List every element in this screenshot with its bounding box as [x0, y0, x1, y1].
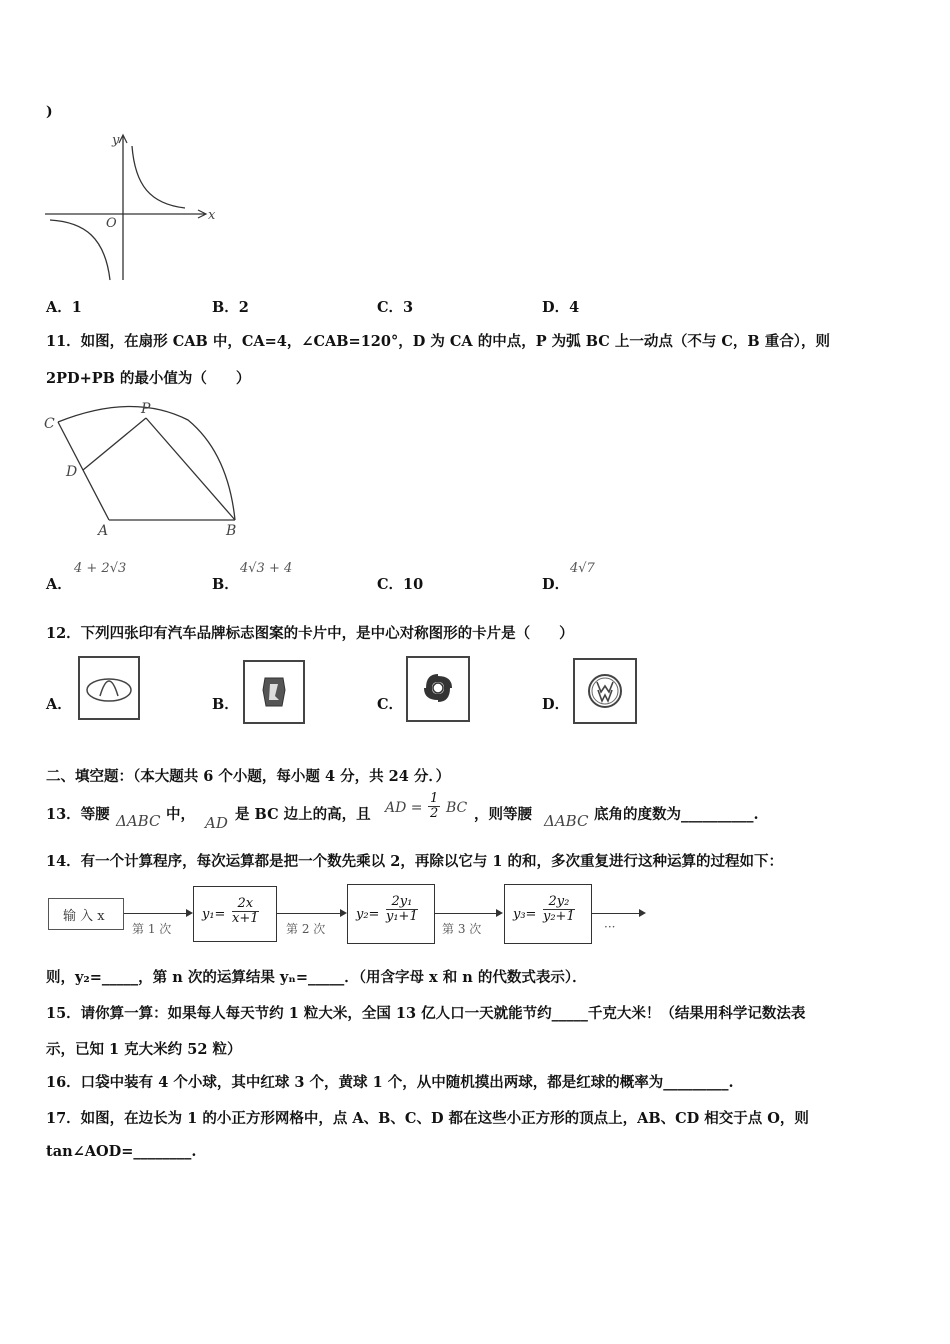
segment-pd — [83, 418, 146, 470]
q12-card-c — [406, 656, 470, 722]
flow-arrowhead-2-icon — [340, 909, 347, 917]
chery-logo-icon — [80, 658, 138, 718]
flow-box2-num: 2y₁ — [386, 895, 418, 910]
q12-card-a — [78, 656, 140, 720]
q10-option-b: B．2 — [212, 299, 249, 316]
shield-logo-icon — [245, 662, 303, 722]
flow-box1-frac — [232, 897, 259, 926]
flow-box2-den: y₁+1 — [386, 909, 418, 924]
q10-hyperbola-graph — [40, 130, 220, 285]
hyperbola-branch-third-quadrant — [50, 220, 110, 280]
q11-option-a: A． — [46, 576, 72, 593]
segment-pb — [146, 418, 235, 520]
flow-step3-label: 第 3 次 — [442, 922, 482, 936]
point-b-label: B — [226, 523, 237, 539]
point-a-label: A — [98, 523, 109, 539]
q13-text-part3: 是 BC 边上的高，且 — [235, 806, 371, 823]
flow-box3-frac — [543, 895, 575, 924]
q13-frac-den: 2 — [430, 806, 439, 821]
q14-flowchart — [46, 882, 650, 950]
point-d-label: D — [66, 464, 78, 480]
q12-text-line1: 12．下列四张印有汽车品牌标志图案的卡片中，是中心对称图形的卡片是（ ） — [46, 625, 574, 642]
flow-box3-den: y₂+1 — [543, 909, 575, 924]
arc-bc — [58, 406, 235, 520]
flow-arrow-2 — [277, 913, 343, 914]
flow-arrow-3 — [435, 913, 499, 914]
q10-option-a: A．1 — [46, 299, 82, 316]
flow-box2-frac — [386, 895, 418, 924]
q11-option-d-value: 4√7 — [570, 561, 595, 576]
q10-close-paren: ) — [46, 104, 53, 120]
flow-box3-lhs: y₃= — [513, 907, 537, 922]
flow-box1-num: 2x — [232, 897, 259, 912]
q12-option-a-letter: A． — [46, 696, 72, 713]
flow-box-3 — [504, 884, 592, 944]
flow-box3-num: 2y₂ — [543, 895, 575, 910]
q12-option-b-letter: B． — [212, 696, 239, 713]
q11-text-line1: 11．如图，在扇形 CAB 中，CA=4，∠CAB=120°，D 为 CA 的中点，P 为弧 BC 上一动点（不与 C，B 重合），则 — [46, 333, 830, 350]
q11-sector-figure — [38, 398, 248, 543]
flow-input-box — [48, 898, 124, 930]
q12-option-c-letter: C． — [377, 696, 404, 713]
flow-step2-label: 第 2 次 — [286, 922, 326, 936]
q13-text-part2: 中， — [166, 806, 195, 823]
q13-text-part5: 底角的度数为__________. — [594, 806, 759, 823]
flow-ellipsis: ··· — [604, 920, 616, 934]
q11-option-b: B． — [212, 576, 239, 593]
point-p-label: P — [141, 401, 151, 417]
q11-option-c: C．10 — [377, 576, 424, 593]
q11-option-d: D． — [542, 576, 570, 593]
hyperbola-branch-first-quadrant — [132, 146, 185, 208]
vw-logo-icon — [575, 660, 635, 722]
flow-arrow-4 — [592, 913, 642, 914]
flow-box1-den: x+1 — [232, 911, 259, 926]
q13-fraction — [428, 792, 440, 821]
q11-text-line2: 2PD+PB 的最小值为（ ） — [46, 370, 251, 387]
q13-triangle-1: ΔABC — [116, 812, 161, 830]
section2-heading: 二、填空题：（本大题共 6 个小题，每小题 4 分，共 24 分．） — [46, 768, 451, 785]
q12-option-d-letter: D． — [542, 696, 570, 713]
q13-eq-right: BC — [446, 800, 468, 816]
flow-box2-lhs: y₂= — [356, 907, 380, 922]
q17-text-line1: 17．如图，在边长为 1 的小正方形网格中，点 A、B、C、D 都在这些小正方形的顶点上，AB、CD 相交于点 O，则 — [46, 1110, 809, 1127]
flow-input-label: 输 入 x — [63, 909, 105, 924]
origin-label: O — [106, 216, 117, 231]
q15-text-line2: 示，已知 1 克大米约 52 粒） — [46, 1041, 242, 1058]
y-axis-label: y — [112, 133, 120, 148]
q12-card-d — [573, 658, 637, 724]
q13-text-part1: 13．等腰 — [46, 806, 110, 823]
q12-card-b — [243, 660, 305, 724]
q10-option-d: D．4 — [542, 299, 580, 316]
q11-option-b-value: 4√3 + 4 — [240, 561, 293, 576]
q14-text-line1: 14．有一个计算程序，每次运算都是把一个数先乘以 2，再除以它与 1 的和，多次重复进行这种运算的过程如下： — [46, 853, 783, 870]
q17-text-line2: tan∠AOD=________. — [46, 1143, 197, 1160]
q10-option-c: C．3 — [377, 299, 414, 316]
q13-eq-left: AD = — [385, 800, 423, 816]
flow-arrowhead-3-icon — [496, 909, 503, 917]
swirl-logo-icon — [408, 658, 468, 720]
q13-text-part4: ，则等腰 — [474, 806, 532, 823]
point-c-label: C — [44, 416, 55, 432]
q13-frac-num: 1 — [430, 791, 439, 806]
x-axis-label: x — [208, 208, 216, 223]
q13-ad: AD — [205, 814, 228, 832]
q16-text-line1: 16．口袋中装有 4 个小球，其中红球 3 个，黄球 1 个，从中随机摸出两球，都是红球的概率为_________. — [46, 1074, 734, 1091]
flow-step1-label: 第 1 次 — [132, 922, 172, 936]
q13-triangle-2: ΔABC — [544, 812, 589, 830]
q14-text-line2: 则，y₂=_____，第 n 次的运算结果 yₙ=_____．（用含字母 x 和 n 的代数式表示）． — [46, 969, 587, 986]
q15-text-line1: 15．请你算一算：如果每人每天节约 1 粒大米，全国 13 亿人口一天就能节约_____千克大米！（结果用科学记数法表 — [46, 1005, 806, 1022]
q11-option-a-value: 4 + 2√3 — [74, 561, 127, 576]
flow-box1-lhs: y₁= — [202, 907, 226, 922]
flow-arrow-1 — [124, 913, 190, 914]
flow-arrowhead-4-icon — [639, 909, 646, 917]
flow-box-2 — [347, 884, 435, 944]
flow-arrowhead-1-icon — [186, 909, 193, 917]
flow-box-1 — [193, 886, 277, 942]
